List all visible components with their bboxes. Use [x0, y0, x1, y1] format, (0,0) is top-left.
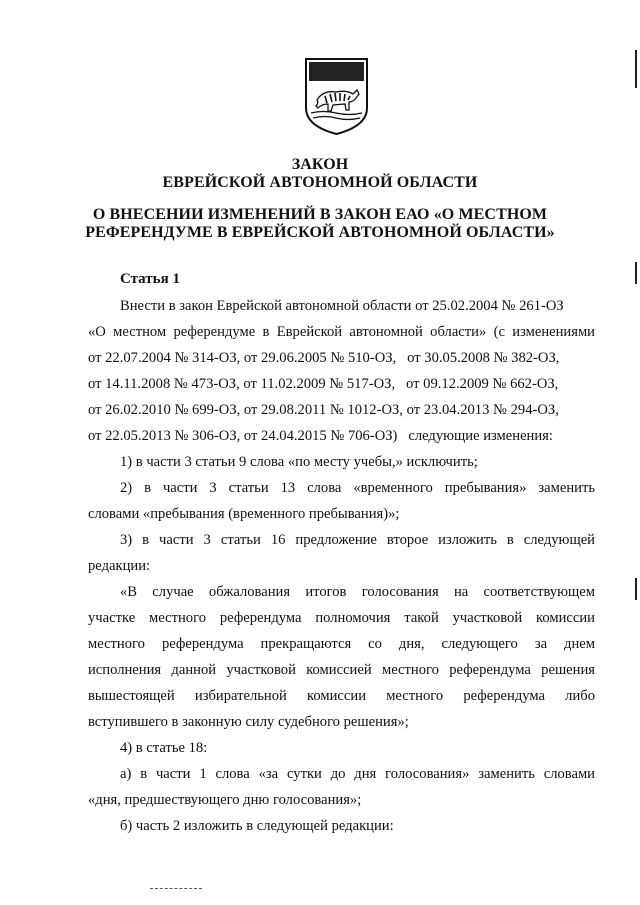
body-line: 1) в части 3 статьи 9 слова «по месту учебы,» исключить; [120, 454, 478, 470]
body-line: от 22.05.2013 № 306-ОЗ, от 24.04.2015 № 706-ОЗ) следующие изменения: [88, 428, 553, 444]
body-line: 3) в части 3 статьи 16 предложение второе изложить в следующей [120, 532, 595, 548]
body-line: от 14.11.2008 № 473-ОЗ, от 11.02.2009 № 517-ОЗ, от 09.12.2009 № 662-ОЗ, [88, 376, 559, 392]
coat-of-arms-emblem [303, 56, 370, 136]
scan-edge-mark [635, 50, 637, 88]
body-line: вышестоящей избирательной комиссии местного референдума либо [88, 688, 595, 704]
body-line: от 26.02.2010 № 699-ОЗ, от 29.08.2011 № 1012-ОЗ, от 23.04.2013 № 294-ОЗ, [88, 402, 559, 418]
body-line: от 22.07.2004 № 314-ОЗ, от 29.06.2005 № 510-ОЗ, от 30.05.2008 № 382-ОЗ, [88, 350, 560, 366]
body-line: участке местного референдума полномочия такой участковой комиссии [88, 610, 595, 626]
scan-edge-mark [635, 262, 637, 284]
document-subtitle: РЕФЕРЕНДУМЕ В ЕВРЕЙСКОЙ АВТОНОМНОЙ ОБЛАСТИ» [85, 224, 555, 241]
body-line: местного референдума прекращаются со дня, следующего за днем [88, 636, 595, 652]
body-line: «О местном референдуме в Еврейской автономной области» (с изменениями [88, 324, 595, 340]
article-heading: Статья 1 [120, 271, 180, 287]
body-line: словами «пребывания (временного пребывания)»; [88, 506, 400, 522]
body-line: «В случае обжалования итогов голосования на соответствующем [120, 584, 595, 600]
document-subtitle: О ВНЕСЕНИИ ИЗМЕНЕНИЙ В ЗАКОН ЕАО «О МЕСТНОМ [92, 206, 548, 223]
scan-edge-mark [635, 578, 637, 600]
body-line: Внести в закон Еврейской автономной области от 25.02.2004 № 261-ОЗ [120, 298, 564, 314]
body-line: 2) в части 3 статьи 13 слова «временного пребывания» заменить [120, 480, 595, 496]
body-line: исполнения данной участковой комиссией местного референдума решения [88, 662, 595, 678]
body-line: б) часть 2 изложить в следующей редакции: [120, 818, 394, 834]
document-title-region: ЕВРЕЙСКОЙ АВТОНОМНОЙ ОБЛАСТИ [162, 174, 478, 191]
footer-mark [150, 888, 202, 889]
document-title: ЗАКОН [291, 156, 349, 173]
body-line: а) в части 1 слова «за сутки до дня голосования» заменить словами [120, 766, 595, 782]
body-line: «дня, предшествующего дню голосования»; [88, 792, 362, 808]
body-line: вступившего в законную силу судебного решения»; [88, 714, 409, 730]
body-line: 4) в статье 18: [120, 740, 208, 756]
body-line: редакции: [88, 558, 151, 574]
